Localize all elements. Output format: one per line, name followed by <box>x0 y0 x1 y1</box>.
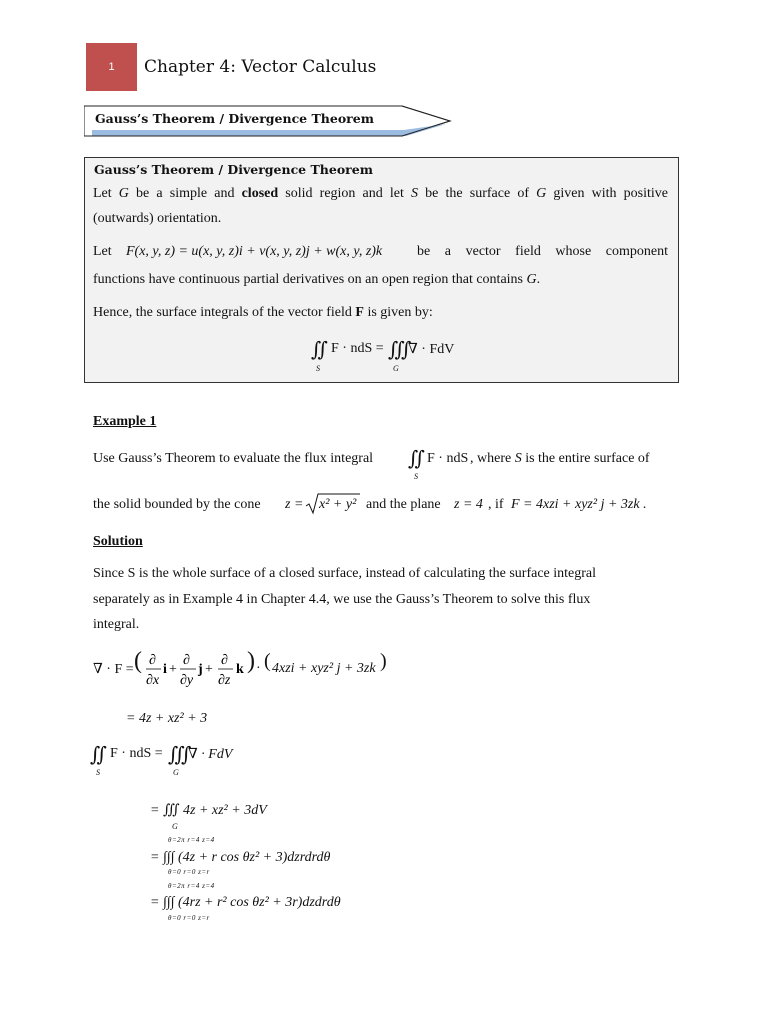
svg-text:∂x: ∂x <box>146 673 160 688</box>
example-double-integral: ∬ <box>408 448 426 470</box>
step-3: = ∫∫∫ (4rz + r² cos θz² + 3r)dzdrdθ <box>150 895 341 910</box>
theorem-line-2: (outwards) orientation. <box>93 211 222 226</box>
step-3-lower-limits: θ=0 r=0 z=r <box>168 914 210 922</box>
solution-line-2: separately as in Example 4 in Chapter 4.4, we use the Gauss’s Theorem to solve this flux <box>93 592 591 607</box>
solution-line-1: Since S is the whole surface of a closed surface, instead of calculating the surface integral <box>93 566 597 581</box>
div-operator-fractions <box>145 650 245 690</box>
example-sub-s: S <box>414 472 418 481</box>
solution-sub-s: S <box>96 768 100 777</box>
gauss-rhs: ∇ · FdV <box>188 747 233 762</box>
step-2-upper-limits: θ=2π r=4 z=4 <box>168 836 215 844</box>
theorem-title: Gauss’s Theorem / Divergence Theorem <box>94 162 373 177</box>
step-1: = ∭ 4z + xz² + 3dV <box>150 803 267 818</box>
example-text-2c: , if <box>488 497 504 512</box>
page-number-badge <box>86 43 137 91</box>
svg-text:∂z: ∂z <box>218 673 231 688</box>
theorem-sub-g: G <box>393 364 399 373</box>
double-integral-sign: ∬ <box>311 339 329 361</box>
theorem-formula-rhs: ∇ · FdV <box>408 342 455 357</box>
example-text-2b: and the plane <box>366 497 441 512</box>
svg-text:∂: ∂ <box>221 653 228 668</box>
solution-sub-g: G <box>173 768 179 777</box>
svg-text:∂: ∂ <box>183 653 190 668</box>
svg-text:i: i <box>163 662 167 677</box>
example-text-2a: the solid bounded by the cone <box>93 497 261 512</box>
gauss-lhs: F · ndS = <box>110 746 163 761</box>
div-field: 4xzi + xyz² j + 3zk <box>272 661 376 676</box>
step-3-upper-limits: θ=2π r=4 z=4 <box>168 882 215 890</box>
cone-radicand: x² + y² <box>319 497 357 512</box>
example-field: F = 4xzi + xyz² j + 3zk . <box>511 497 647 512</box>
cone-lhs: z = <box>285 497 304 512</box>
theorem-line-1: Let G be a simple and closed solid region and let S be the surface of G given with positive <box>93 186 669 201</box>
example-text-1a: Use Gauss’s Theorem to evaluate the flux integral <box>93 451 374 466</box>
svg-text:∂y: ∂y <box>180 673 194 688</box>
triple-integral-sign: ∭ <box>388 339 412 361</box>
theorem-line-4: functions have continuous partial derivatives on an open region that contains G. <box>93 272 541 287</box>
open-paren: ( <box>134 648 142 674</box>
solution-heading: Solution <box>93 534 143 549</box>
vector-field-tail: be a vector field whose component <box>417 244 668 259</box>
step-1-sub-g: G <box>172 822 178 831</box>
svg-text:k: k <box>236 662 244 677</box>
close-paren-2: ) <box>380 650 387 672</box>
svg-text:+: + <box>169 662 177 677</box>
example-text-1b: , where S is the entire surface of <box>470 451 650 466</box>
svg-text:∂: ∂ <box>149 653 156 668</box>
theorem-line-5: Hence, the surface integrals of the vector field F is given by: <box>93 305 433 320</box>
vector-field-definition: F(x, y, z) = u(x, y, z)i + v(x, y, z)j + w(x, y, z)k <box>126 244 383 259</box>
theorem-sub-s: S <box>316 364 320 373</box>
example-heading: Example 1 <box>93 414 157 429</box>
dot-operator: · <box>256 661 261 676</box>
div-result: = 4z + xz² + 3 <box>126 711 208 726</box>
solution-double-integral: ∬ <box>90 744 108 766</box>
solution-triple-integral: ∭ <box>168 744 192 766</box>
solution-line-3: integral. <box>93 617 140 632</box>
page-number: 1 <box>108 61 115 73</box>
close-paren: ) <box>247 648 255 674</box>
svg-text:+: + <box>205 662 213 677</box>
theorem-formula-lhs: F · ndS = <box>331 341 384 356</box>
example-integrand: F · ndS <box>427 451 469 466</box>
plane-equation: z = 4 <box>454 497 483 512</box>
step-2-lower-limits: θ=0 r=0 z=r <box>168 868 210 876</box>
section-banner-label: Gauss’s Theorem / Divergence Theorem <box>95 111 374 126</box>
open-paren-2: ( <box>264 650 271 672</box>
div-lhs: ∇ · F = <box>93 662 134 677</box>
step-2: = ∫∫∫ (4z + r cos θz² + 3)dzrdrdθ <box>150 850 331 865</box>
svg-text:j: j <box>198 662 203 677</box>
theorem-let: Let <box>93 244 112 259</box>
chapter-title: Chapter 4: Vector Calculus <box>144 57 377 77</box>
